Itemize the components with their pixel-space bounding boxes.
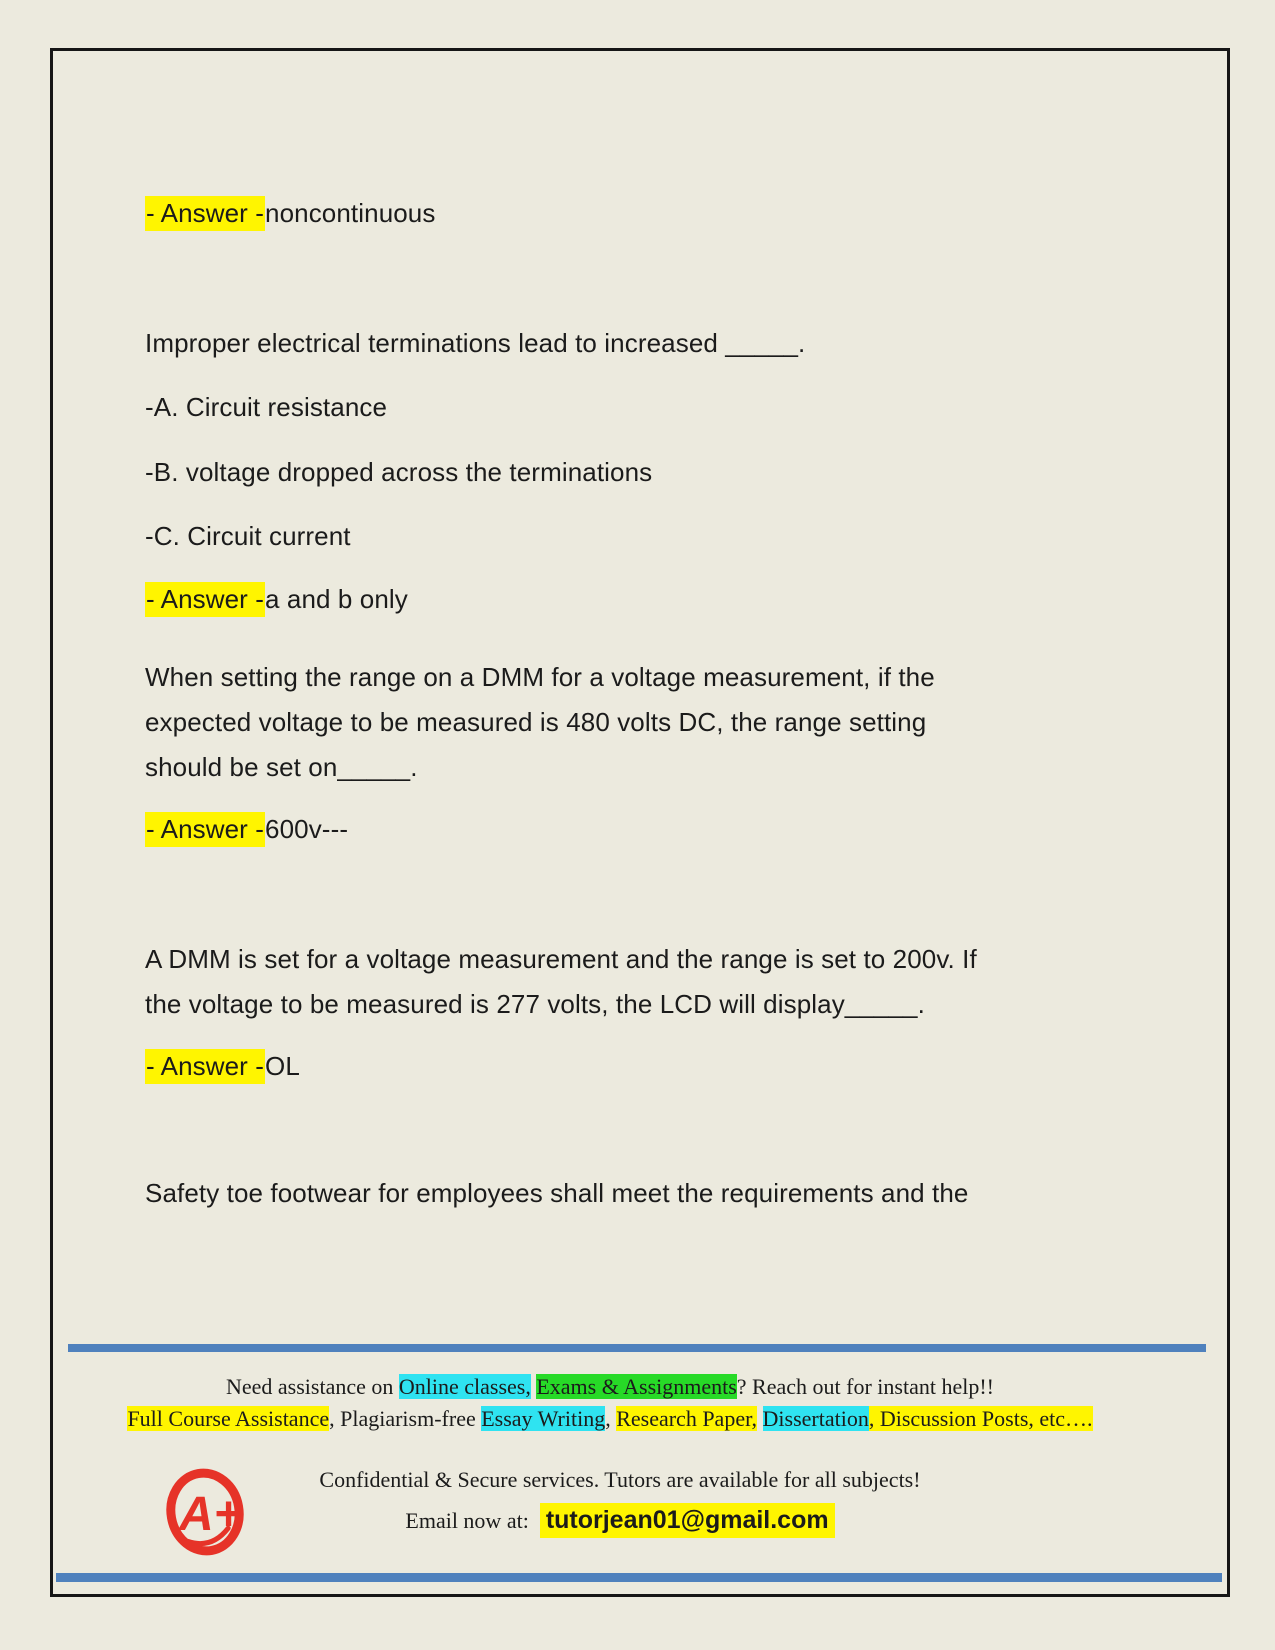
footer-help-line <box>53 1372 1227 1402</box>
exams-assignments-highlight: Exams & Assignments <box>536 1374 737 1399</box>
email-line <box>53 1505 1187 1536</box>
question-5-text: Safety toe footwear for employees shall meet the requirements and the <box>145 1178 969 1208</box>
question-2-text: Improper electrical terminations lead to increased _____. <box>145 328 806 358</box>
answer-label-highlight: - Answer - <box>145 812 265 847</box>
services-text <box>757 1406 763 1431</box>
email-label: Email now at: <box>405 1508 529 1533</box>
full-course-highlight: Full Course Assistance <box>127 1406 330 1431</box>
answer-line-1 <box>145 195 435 231</box>
confidential-line: Confidential & Secure services. Tutors are available for all subjects! <box>319 1467 921 1492</box>
dissertation-highlight: Dissertation <box>762 1406 869 1431</box>
footer-bottom-rule <box>56 1573 1222 1582</box>
help-text: Need assistance on <box>225 1374 399 1399</box>
help-text-tail: ? Reach out for instant help!! <box>736 1374 994 1399</box>
services-text: , <box>605 1406 617 1431</box>
answer-line-3 <box>145 811 348 847</box>
answer-text: OL <box>265 1051 300 1081</box>
discussion-posts-highlight: , Discussion Posts, etc…. <box>868 1406 1093 1431</box>
question-4-line-1: A DMM is set for a voltage measurement and the range is set to 200v. If <box>145 944 977 974</box>
answer-label-highlight: - Answer - <box>145 196 265 231</box>
question-2-option-c: -C. Circuit current <box>145 521 351 551</box>
footer-services-line <box>53 1404 1227 1434</box>
question-2-option-b: -B. voltage dropped across the terminations <box>145 457 653 487</box>
question-4-line-2: the voltage to be measured is 277 volts, the LCD will display_____. <box>145 989 925 1019</box>
question-3-line-3: should be set on_____. <box>145 752 418 782</box>
services-text: , Plagiarism-free <box>329 1406 482 1431</box>
answer-line-4 <box>145 1048 300 1084</box>
contact-block <box>53 1465 1227 1536</box>
online-classes-highlight: Online classes, <box>398 1374 531 1399</box>
answer-label-highlight: - Answer - <box>145 582 265 617</box>
answer-text: 600v--- <box>265 814 349 844</box>
answer-text: a and b only <box>265 584 408 614</box>
footer-divider-rule <box>68 1344 1206 1352</box>
answer-label-highlight: - Answer - <box>145 1049 265 1084</box>
question-4-text <box>145 937 977 1027</box>
page-border-frame <box>50 48 1230 1597</box>
email-address-highlight: tutorjean01@gmail.com <box>540 1503 835 1538</box>
question-2-option-a: -A. Circuit resistance <box>145 392 388 422</box>
essay-writing-highlight: Essay Writing <box>481 1406 606 1431</box>
question-3-line-2: expected voltage to be measured is 480 volts DC, the range setting <box>145 707 927 737</box>
research-paper-highlight: Research Paper, <box>616 1406 758 1431</box>
answer-text: noncontinuous <box>265 198 436 228</box>
logo-a-plus-text: A+ <box>179 1488 242 1541</box>
question-3-line-1: When setting the range on a DMM for a voltage measurement, if the <box>145 662 935 692</box>
question-3-text <box>145 655 935 790</box>
answer-line-2 <box>145 581 408 617</box>
